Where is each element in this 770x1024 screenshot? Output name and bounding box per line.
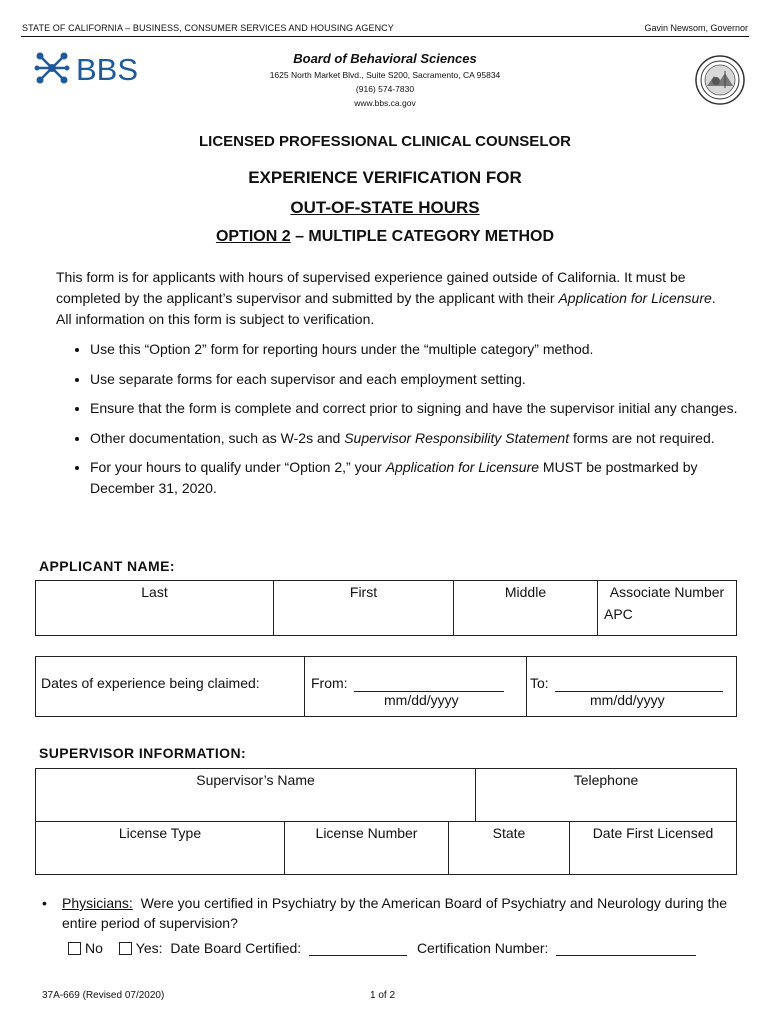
logo-text: BBS — [76, 52, 139, 86]
board-website[interactable]: www.bbs.ca.gov — [354, 98, 416, 108]
option-title — [0, 228, 770, 246]
list-text: Other documentation, such as W-2s and — [90, 429, 345, 446]
list-item — [90, 428, 750, 449]
license-title: LICENSED PROFESSIONAL CLINICAL COUNSELOR — [199, 133, 571, 150]
page-number: 1 of 2 — [370, 990, 396, 1001]
list-item: • Use this “Option 2” form for reporting hours under the “multiple category” method. — [90, 339, 750, 360]
state-seal — [694, 54, 746, 111]
form-id: 37A-669 (Revised 07/2020) — [42, 990, 165, 1001]
date-certified-label: Date Board Certified: — [170, 940, 302, 956]
applicant-heading: APPLICANT NAME: — [39, 558, 175, 574]
to-date-format: mm/dd/yyyy — [590, 692, 665, 708]
no-checkbox[interactable] — [68, 942, 81, 955]
state-seal-icon — [694, 54, 746, 106]
associate-number-label: Associate Number — [609, 584, 725, 600]
supervisor-table-row2 — [35, 821, 737, 875]
header-divider — [21, 36, 749, 37]
middle-name-label: Middle — [504, 584, 547, 600]
agency-header: STATE OF CALIFORNIA – BUSINESS, CONSUMER SERVICES AND HOUSING AGENCY — [22, 23, 394, 33]
option-label: OPTION 2 — [215, 228, 291, 245]
date-first-licensed-field[interactable] — [570, 822, 737, 875]
intro-italic: Application for Licensure — [558, 290, 712, 306]
supervisor-heading: SUPERVISOR INFORMATION: — [39, 745, 247, 761]
supervisor-name-field[interactable] — [36, 769, 476, 822]
license-type-field[interactable] — [36, 822, 285, 875]
physicians-answers — [68, 940, 696, 956]
supervisor-table-row1 — [35, 768, 737, 822]
instruction-list — [56, 339, 750, 507]
form-title-line2: OUT-OF-STATE HOURS — [290, 198, 480, 217]
list-item: • Use separate forms for each supervisor and each employment setting. — [90, 369, 750, 390]
list-italic: Supervisor Responsibility Statement — [344, 429, 570, 446]
list-item — [90, 457, 750, 498]
dates-box — [35, 656, 737, 717]
first-name-label: First — [349, 584, 378, 600]
last-name-field[interactable] — [36, 581, 274, 636]
method-label: – MULTIPLE CATEGORY METHOD — [290, 228, 555, 245]
cert-number-input[interactable] — [556, 941, 696, 956]
state-label: State — [492, 825, 526, 841]
governor-name: Gavin Newsom, Governor — [644, 23, 748, 33]
divider — [526, 657, 527, 716]
from-date-format: mm/dd/yyyy — [384, 692, 459, 708]
to-date-input[interactable] — [555, 675, 723, 692]
bullet-icon: • — [42, 895, 47, 911]
no-label: No — [85, 940, 103, 956]
from-label: From: — [311, 675, 348, 691]
applicant-name-table — [35, 580, 737, 636]
yes-label: Yes: — [135, 940, 163, 956]
list-item: • Ensure that the form is complete and correct prior to signing and have the supervisor initial any changes. — [90, 398, 750, 419]
board-name: Board of Behavioral Sciences — [293, 51, 477, 66]
associate-number-field[interactable] — [598, 581, 737, 636]
physicians-question-text: Were you certified in Psychiatry by the American Board of Psychiatry and Neurology during the entire period of supervision? — [62, 895, 728, 931]
telephone-label: Telephone — [573, 772, 639, 788]
intro-paragraph — [56, 267, 726, 330]
license-number-field[interactable] — [285, 822, 449, 875]
middle-name-field[interactable] — [454, 581, 598, 636]
cert-number-label: Certification Number: — [416, 940, 549, 956]
board-address: 1625 North Market Blvd., Suite S200, Sacramento, CA 95834 — [269, 70, 501, 80]
divider — [304, 657, 305, 716]
first-name-field[interactable] — [274, 581, 454, 636]
date-first-licensed-label: Date First Licensed — [592, 825, 714, 841]
intro-text-end: . All information on this form is subject to verification. — [56, 290, 716, 327]
license-type-label: License Type — [118, 825, 202, 841]
board-phone: (916) 574-7830 — [355, 84, 415, 94]
license-number-label: License Number — [315, 825, 418, 841]
to-label: To: — [530, 675, 549, 691]
list-text: MUST be postmarked by December 31, 2020. — [90, 459, 698, 496]
yes-checkbox[interactable] — [119, 942, 132, 955]
physicians-label: Physicians: — [62, 895, 133, 911]
list-italic: Application for Licensure — [385, 459, 540, 475]
list-text: For your hours to qualify under “Option 2,” your — [90, 459, 386, 475]
physicians-question — [42, 893, 742, 933]
state-field[interactable] — [449, 822, 570, 875]
intro-text: This form is for applicants with hours of supervised experience gained outside of California. It must be completed by the applicant’s supervisor and submitted by the applicant with their — [56, 269, 686, 306]
telephone-field[interactable] — [476, 769, 737, 822]
dates-label: Dates of experience being claimed: — [41, 675, 260, 691]
last-name-label: Last — [141, 584, 168, 600]
form-title-line1: EXPERIENCE VERIFICATION FOR — [248, 168, 522, 187]
supervisor-name-label: Supervisor’s Name — [196, 772, 315, 788]
board-info — [0, 51, 770, 110]
from-date-input[interactable] — [354, 675, 504, 692]
date-certified-input[interactable] — [309, 941, 407, 956]
list-text: forms are not required. — [569, 429, 715, 446]
apc-prefix: APC — [604, 606, 633, 622]
